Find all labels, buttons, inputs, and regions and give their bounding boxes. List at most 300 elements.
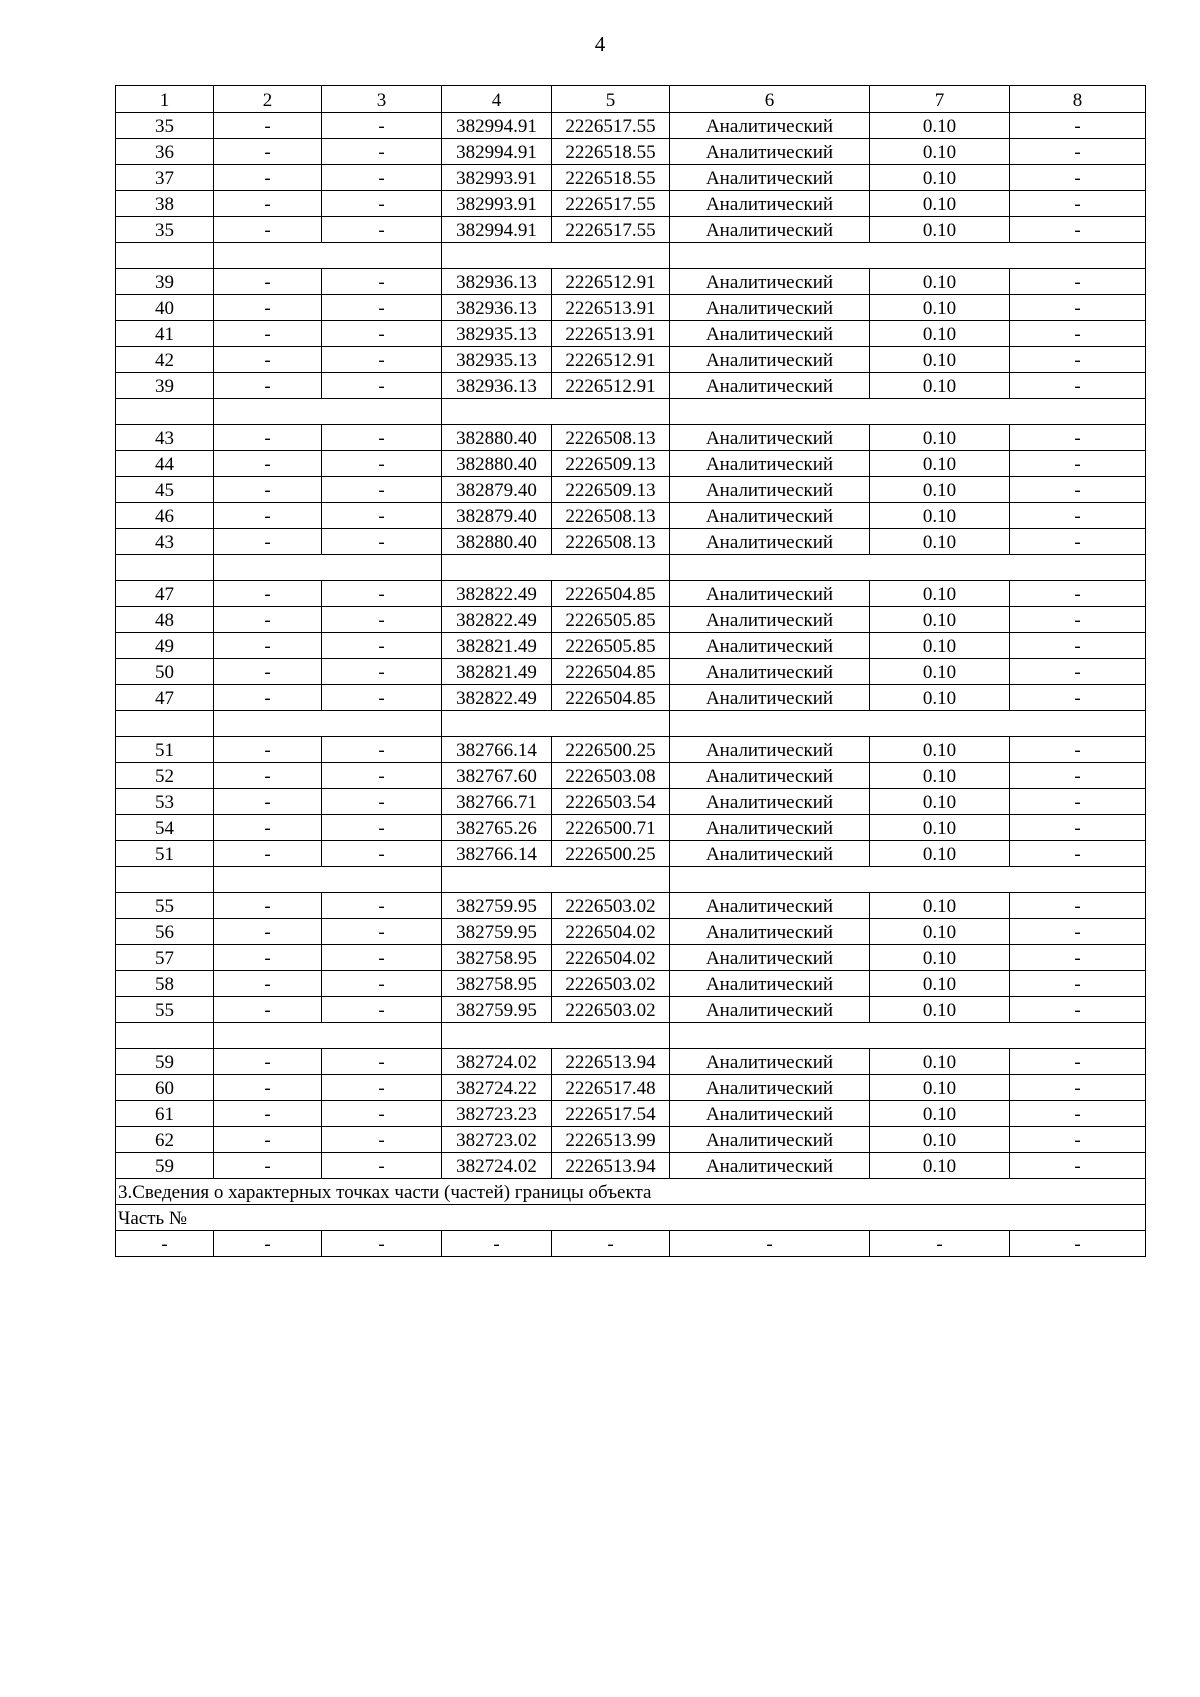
separator-cell — [214, 867, 442, 893]
precision-cell: 0.10 — [870, 477, 1010, 503]
method-cell: Аналитический — [670, 373, 870, 399]
precision-cell: 0.10 — [870, 113, 1010, 139]
coordinate-x-cell: 382935.13 — [442, 321, 552, 347]
point-number-cell: 59 — [116, 1153, 214, 1179]
coordinate-x-cell: 382822.49 — [442, 685, 552, 711]
table-row — [116, 165, 1146, 191]
col2-cell: - — [214, 581, 322, 607]
coordinate-y-cell: 2226509.13 — [552, 451, 670, 477]
coordinate-x-cell: 382821.49 — [442, 659, 552, 685]
table-row — [116, 607, 1146, 633]
point-number-cell: 39 — [116, 373, 214, 399]
col3-cell: - — [322, 477, 442, 503]
method-cell: Аналитический — [670, 139, 870, 165]
point-number-cell: 52 — [116, 763, 214, 789]
precision-cell: 0.10 — [870, 919, 1010, 945]
separator-cell — [214, 399, 442, 425]
col8-cell: - — [1010, 269, 1146, 295]
method-cell: Аналитический — [670, 1101, 870, 1127]
separator-cell — [214, 243, 442, 269]
point-number-cell: 61 — [116, 1101, 214, 1127]
separator-row — [116, 711, 1146, 737]
coordinate-y-cell: 2226503.02 — [552, 997, 670, 1023]
coordinate-x-cell: 382758.95 — [442, 945, 552, 971]
col3-cell: - — [322, 165, 442, 191]
coordinate-x-cell: 382936.13 — [442, 269, 552, 295]
col2-cell: - — [214, 503, 322, 529]
precision-cell: 0.10 — [870, 451, 1010, 477]
col2-cell: - — [214, 633, 322, 659]
point-number-cell: 58 — [116, 971, 214, 997]
col2-cell: - — [214, 425, 322, 451]
col3-cell: - — [322, 529, 442, 555]
method-cell: Аналитический — [670, 581, 870, 607]
table-body — [116, 86, 1146, 1179]
col2-cell: - — [214, 945, 322, 971]
point-number-cell: 37 — [116, 165, 214, 191]
part-cell: - — [116, 1231, 214, 1257]
table-row — [116, 971, 1146, 997]
col8-cell: - — [1010, 919, 1146, 945]
col8-cell: - — [1010, 295, 1146, 321]
coordinate-y-cell: 2226505.85 — [552, 633, 670, 659]
coordinate-x-cell: 382880.40 — [442, 451, 552, 477]
precision-cell: 0.10 — [870, 295, 1010, 321]
col8-cell: - — [1010, 1049, 1146, 1075]
col3-cell: - — [322, 1101, 442, 1127]
coordinate-x-cell: 382880.40 — [442, 425, 552, 451]
col8-cell: - — [1010, 1075, 1146, 1101]
point-number-cell: 59 — [116, 1049, 214, 1075]
point-number-cell: 55 — [116, 893, 214, 919]
part-label: Часть № — [116, 1205, 1146, 1231]
table-row — [116, 503, 1146, 529]
coordinate-y-cell: 2226512.91 — [552, 373, 670, 399]
col2-cell: - — [214, 893, 322, 919]
col3-cell: - — [322, 685, 442, 711]
method-cell: Аналитический — [670, 113, 870, 139]
coordinate-x-cell: 382822.49 — [442, 581, 552, 607]
separator-cell — [442, 555, 670, 581]
coordinate-y-cell: 2226505.85 — [552, 607, 670, 633]
col3-cell: - — [322, 581, 442, 607]
col3-cell: - — [322, 373, 442, 399]
coordinate-y-cell: 2226517.48 — [552, 1075, 670, 1101]
table-row — [116, 529, 1146, 555]
point-number-cell: 49 — [116, 633, 214, 659]
coordinate-y-cell: 2226513.94 — [552, 1049, 670, 1075]
point-number-cell: 50 — [116, 659, 214, 685]
col3-cell: - — [322, 1075, 442, 1101]
col8-cell: - — [1010, 1127, 1146, 1153]
col8-cell: - — [1010, 685, 1146, 711]
point-number-cell: 60 — [116, 1075, 214, 1101]
col8-cell: - — [1010, 139, 1146, 165]
col3-cell: - — [322, 425, 442, 451]
precision-cell: 0.10 — [870, 841, 1010, 867]
col8-cell: - — [1010, 581, 1146, 607]
method-cell: Аналитический — [670, 503, 870, 529]
col8-cell: - — [1010, 165, 1146, 191]
separator-cell — [670, 399, 1146, 425]
coordinate-y-cell: 2226503.02 — [552, 971, 670, 997]
precision-cell: 0.10 — [870, 763, 1010, 789]
table-row — [116, 321, 1146, 347]
separator-row — [116, 867, 1146, 893]
col8-cell: - — [1010, 451, 1146, 477]
coordinate-y-cell: 2226503.08 — [552, 763, 670, 789]
point-number-cell: 57 — [116, 945, 214, 971]
point-number-cell: 43 — [116, 529, 214, 555]
separator-row — [116, 1023, 1146, 1049]
coordinate-x-cell: 382759.95 — [442, 997, 552, 1023]
section-title-row — [116, 1179, 1146, 1205]
page-number: 4 — [594, 32, 606, 56]
table-row — [116, 477, 1146, 503]
coordinate-y-cell: 2226504.85 — [552, 685, 670, 711]
col2-cell: - — [214, 373, 322, 399]
col3-cell: - — [322, 217, 442, 243]
table-row — [116, 893, 1146, 919]
precision-cell: 0.10 — [870, 971, 1010, 997]
table-row — [116, 347, 1146, 373]
col2-cell: - — [214, 139, 322, 165]
separator-cell — [442, 243, 670, 269]
col2-cell: - — [214, 763, 322, 789]
precision-cell: 0.10 — [870, 191, 1010, 217]
table-row — [116, 581, 1146, 607]
coordinate-y-cell: 2226504.85 — [552, 581, 670, 607]
col3-cell: - — [322, 607, 442, 633]
table-row — [116, 139, 1146, 165]
col3-cell: - — [322, 113, 442, 139]
method-cell: Аналитический — [670, 347, 870, 373]
col3-cell: - — [322, 997, 442, 1023]
col3-cell: - — [322, 945, 442, 971]
col8-cell: - — [1010, 425, 1146, 451]
col2-cell: - — [214, 165, 322, 191]
table-row — [116, 1075, 1146, 1101]
part-cell: - — [870, 1231, 1010, 1257]
coordinate-x-cell: 382994.91 — [442, 217, 552, 243]
col8-cell: - — [1010, 217, 1146, 243]
point-number-cell: 36 — [116, 139, 214, 165]
coordinate-x-cell: 382766.14 — [442, 841, 552, 867]
col3-cell: - — [322, 841, 442, 867]
coordinate-y-cell: 2226504.02 — [552, 945, 670, 971]
col3-cell: - — [322, 269, 442, 295]
precision-cell: 0.10 — [870, 607, 1010, 633]
coordinate-y-cell: 2226513.94 — [552, 1153, 670, 1179]
col8-cell: - — [1010, 113, 1146, 139]
col8-cell: - — [1010, 503, 1146, 529]
col8-cell: - — [1010, 659, 1146, 685]
table-row — [116, 763, 1146, 789]
col8-cell: - — [1010, 763, 1146, 789]
coordinate-y-cell: 2226513.99 — [552, 1127, 670, 1153]
method-cell: Аналитический — [670, 191, 870, 217]
separator-cell — [116, 555, 214, 581]
part-label-row — [116, 1205, 1146, 1231]
coordinate-y-cell: 2226500.25 — [552, 841, 670, 867]
col8-cell: - — [1010, 529, 1146, 555]
section-3-title: 3.Сведения о характерных точках части (частей) границы объекта — [116, 1179, 1146, 1205]
col3-cell: - — [322, 1153, 442, 1179]
table-row — [116, 737, 1146, 763]
coordinate-x-cell: 382879.40 — [442, 503, 552, 529]
coordinate-x-cell: 382765.26 — [442, 815, 552, 841]
separator-cell — [670, 711, 1146, 737]
coordinate-y-cell: 2226503.02 — [552, 893, 670, 919]
col3-cell: - — [322, 347, 442, 373]
coordinate-y-cell: 2226504.85 — [552, 659, 670, 685]
separator-cell — [442, 399, 670, 425]
precision-cell: 0.10 — [870, 659, 1010, 685]
point-number-cell: 40 — [116, 295, 214, 321]
method-cell: Аналитический — [670, 737, 870, 763]
method-cell: Аналитический — [670, 425, 870, 451]
col8-cell: - — [1010, 321, 1146, 347]
col2-cell: - — [214, 1049, 322, 1075]
point-number-cell: 51 — [116, 841, 214, 867]
point-number-cell: 38 — [116, 191, 214, 217]
col3-cell: - — [322, 971, 442, 997]
col2-cell: - — [214, 477, 322, 503]
col2-cell: - — [214, 1101, 322, 1127]
col3-cell: - — [322, 789, 442, 815]
col3-cell: - — [322, 191, 442, 217]
method-cell: Аналитический — [670, 295, 870, 321]
method-cell: Аналитический — [670, 841, 870, 867]
col2-cell: - — [214, 451, 322, 477]
coordinate-x-cell: 382724.02 — [442, 1153, 552, 1179]
point-number-cell: 43 — [116, 425, 214, 451]
point-number-cell: 56 — [116, 919, 214, 945]
method-cell: Аналитический — [670, 165, 870, 191]
coordinate-x-cell: 382759.95 — [442, 893, 552, 919]
table-row — [116, 217, 1146, 243]
point-number-cell: 35 — [116, 217, 214, 243]
coordinate-y-cell: 2226500.25 — [552, 737, 670, 763]
table-row — [116, 113, 1146, 139]
point-number-cell: 54 — [116, 815, 214, 841]
col3-cell: - — [322, 659, 442, 685]
separator-cell — [670, 1023, 1146, 1049]
precision-cell: 0.10 — [870, 321, 1010, 347]
precision-cell: 0.10 — [870, 581, 1010, 607]
coordinate-y-cell: 2226517.54 — [552, 1101, 670, 1127]
separator-cell — [670, 867, 1146, 893]
coordinate-x-cell: 382821.49 — [442, 633, 552, 659]
coordinate-x-cell: 382724.02 — [442, 1049, 552, 1075]
coordinate-x-cell: 382936.13 — [442, 373, 552, 399]
part-cell: - — [670, 1231, 870, 1257]
coordinate-x-cell: 382880.40 — [442, 529, 552, 555]
col3-cell: - — [322, 295, 442, 321]
col3-cell: - — [322, 1049, 442, 1075]
table-row — [116, 373, 1146, 399]
precision-cell: 0.10 — [870, 1153, 1010, 1179]
table-row — [116, 269, 1146, 295]
col3-cell: - — [322, 763, 442, 789]
part-cell: - — [1010, 1231, 1146, 1257]
coordinate-x-cell: 382994.91 — [442, 139, 552, 165]
method-cell: Аналитический — [670, 789, 870, 815]
precision-cell: 0.10 — [870, 139, 1010, 165]
col2-cell: - — [214, 737, 322, 763]
col2-cell: - — [214, 659, 322, 685]
col2-cell: - — [214, 815, 322, 841]
precision-cell: 0.10 — [870, 945, 1010, 971]
point-number-cell: 51 — [116, 737, 214, 763]
point-number-cell: 45 — [116, 477, 214, 503]
separator-cell — [116, 711, 214, 737]
precision-cell: 0.10 — [870, 685, 1010, 711]
table-row — [116, 295, 1146, 321]
method-cell: Аналитический — [670, 659, 870, 685]
coordinate-x-cell: 382766.71 — [442, 789, 552, 815]
col8-cell: - — [1010, 1101, 1146, 1127]
point-number-cell: 39 — [116, 269, 214, 295]
col2-cell: - — [214, 685, 322, 711]
coordinate-y-cell: 2226513.91 — [552, 321, 670, 347]
precision-cell: 0.10 — [870, 997, 1010, 1023]
header-row — [116, 86, 1146, 113]
col2-cell: - — [214, 607, 322, 633]
col2-cell: - — [214, 295, 322, 321]
col8-cell: - — [1010, 633, 1146, 659]
col3-cell: - — [322, 815, 442, 841]
table-row — [116, 425, 1146, 451]
header-cell-7: 7 — [870, 86, 1010, 113]
method-cell: Аналитический — [670, 685, 870, 711]
precision-cell: 0.10 — [870, 425, 1010, 451]
coordinate-y-cell: 2226503.54 — [552, 789, 670, 815]
precision-cell: 0.10 — [870, 373, 1010, 399]
coordinate-x-cell: 382767.60 — [442, 763, 552, 789]
part-cell: - — [214, 1231, 322, 1257]
point-number-cell: 53 — [116, 789, 214, 815]
point-number-cell: 42 — [116, 347, 214, 373]
col3-cell: - — [322, 737, 442, 763]
table-row — [116, 191, 1146, 217]
coordinate-x-cell: 382723.02 — [442, 1127, 552, 1153]
table-row — [116, 919, 1146, 945]
coordinate-x-cell: 382993.91 — [442, 165, 552, 191]
coordinate-x-cell: 382723.23 — [442, 1101, 552, 1127]
method-cell: Аналитический — [670, 1075, 870, 1101]
header-cell-4: 4 — [442, 86, 552, 113]
coordinate-y-cell: 2226500.71 — [552, 815, 670, 841]
table-row — [116, 633, 1146, 659]
method-cell: Аналитический — [670, 529, 870, 555]
coordinate-y-cell: 2226504.02 — [552, 919, 670, 945]
precision-cell: 0.10 — [870, 503, 1010, 529]
precision-cell: 0.10 — [870, 737, 1010, 763]
col3-cell: - — [322, 503, 442, 529]
col3-cell: - — [322, 1127, 442, 1153]
col2-cell: - — [214, 191, 322, 217]
method-cell: Аналитический — [670, 1153, 870, 1179]
precision-cell: 0.10 — [870, 269, 1010, 295]
part-cell: - — [322, 1231, 442, 1257]
coordinate-y-cell: 2226512.91 — [552, 347, 670, 373]
coordinate-y-cell: 2226513.91 — [552, 295, 670, 321]
coordinates-table — [115, 85, 1146, 1257]
method-cell: Аналитический — [670, 815, 870, 841]
part-cell: - — [552, 1231, 670, 1257]
header-cell-6: 6 — [670, 86, 870, 113]
precision-cell: 0.10 — [870, 893, 1010, 919]
col2-cell: - — [214, 529, 322, 555]
col2-cell: - — [214, 997, 322, 1023]
col2-cell: - — [214, 1153, 322, 1179]
method-cell: Аналитический — [670, 477, 870, 503]
col8-cell: - — [1010, 347, 1146, 373]
col8-cell: - — [1010, 1153, 1146, 1179]
table-row — [116, 841, 1146, 867]
precision-cell: 0.10 — [870, 1101, 1010, 1127]
method-cell: Аналитический — [670, 321, 870, 347]
method-cell: Аналитический — [670, 945, 870, 971]
method-cell: Аналитический — [670, 451, 870, 477]
point-number-cell: 47 — [116, 581, 214, 607]
header-cell-3: 3 — [322, 86, 442, 113]
separator-cell — [116, 1023, 214, 1049]
coordinate-y-cell: 2226508.13 — [552, 503, 670, 529]
table-row — [116, 1101, 1146, 1127]
coordinate-y-cell: 2226517.55 — [552, 191, 670, 217]
coordinate-x-cell: 382935.13 — [442, 347, 552, 373]
method-cell: Аналитический — [670, 217, 870, 243]
separator-cell — [442, 1023, 670, 1049]
col8-cell: - — [1010, 997, 1146, 1023]
separator-cell — [214, 555, 442, 581]
col2-cell: - — [214, 269, 322, 295]
table-row — [116, 997, 1146, 1023]
col8-cell: - — [1010, 607, 1146, 633]
coordinate-x-cell: 382724.22 — [442, 1075, 552, 1101]
coordinate-x-cell: 382758.95 — [442, 971, 552, 997]
coordinate-y-cell: 2226517.55 — [552, 217, 670, 243]
separator-row — [116, 243, 1146, 269]
header-cell-5: 5 — [552, 86, 670, 113]
point-number-cell: 55 — [116, 997, 214, 1023]
precision-cell: 0.10 — [870, 815, 1010, 841]
table-row — [116, 945, 1146, 971]
col8-cell: - — [1010, 373, 1146, 399]
point-number-cell: 62 — [116, 1127, 214, 1153]
table-row — [116, 685, 1146, 711]
precision-cell: 0.10 — [870, 529, 1010, 555]
point-number-cell: 48 — [116, 607, 214, 633]
method-cell: Аналитический — [670, 269, 870, 295]
coordinate-x-cell: 382759.95 — [442, 919, 552, 945]
table-row — [116, 789, 1146, 815]
separator-cell — [670, 243, 1146, 269]
separator-cell — [116, 243, 214, 269]
precision-cell: 0.10 — [870, 1127, 1010, 1153]
col3-cell: - — [322, 919, 442, 945]
col8-cell: - — [1010, 815, 1146, 841]
method-cell: Аналитический — [670, 997, 870, 1023]
table-row — [116, 1153, 1146, 1179]
precision-cell: 0.10 — [870, 217, 1010, 243]
separator-cell — [214, 711, 442, 737]
coordinate-x-cell: 382766.14 — [442, 737, 552, 763]
col2-cell: - — [214, 321, 322, 347]
method-cell: Аналитический — [670, 1127, 870, 1153]
